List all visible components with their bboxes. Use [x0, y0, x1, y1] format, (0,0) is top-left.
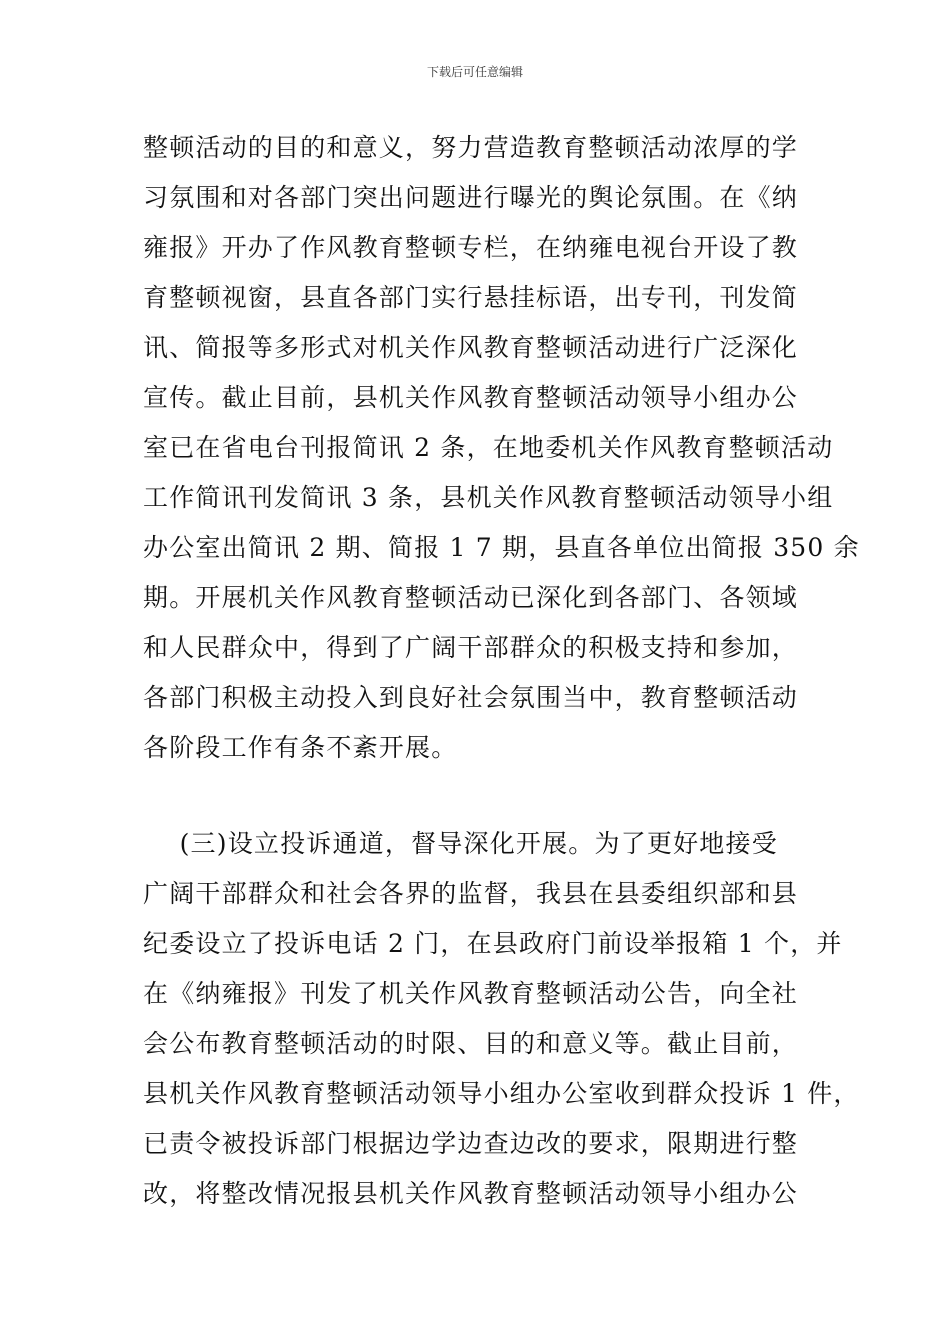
page-header-note: 下载后可任意编辑 [426, 65, 523, 79]
paragraph-line: 讯、简报等多形式对机关作风教育整顿活动进行广泛深化 [143, 333, 799, 362]
paragraph-line: 办公室出简讯 2 期、简报 1 7 期，县直各单位出简报 350 余 [143, 533, 860, 562]
paragraph-line: 广阔干部群众和社会各界的监督，我县在县委组织部和县 [143, 879, 799, 908]
paragraph-line: 期。开展机关作风教育整顿活动已深化到各部门、各领域 [143, 583, 799, 612]
paragraph-line: 在《纳雍报》刊发了机关作风教育整顿活动公告，向全社 [143, 979, 799, 1008]
paragraph-line: 室已在省电台刊报简讯 2 条，在地委机关作风教育整顿活动 [143, 433, 834, 462]
paragraph-line: 县机关作风教育整顿活动领导小组办公室收到群众投诉 1 件， [143, 1079, 860, 1108]
paragraph-line: 雍报》开办了作风教育整顿专栏，在纳雍电视台开设了教 [143, 233, 799, 262]
paragraph-line: 育整顿视窗，县直各部门实行悬挂标语，出专刊，刊发简 [143, 283, 799, 312]
paragraph-line: 整顿活动的目的和意义，努力营造教育整顿活动浓厚的学 [143, 133, 799, 162]
paragraph-line: 会公布教育整顿活动的时限、目的和意义等。截止目前， [143, 1029, 799, 1058]
paragraph-line: 纪委设立了投诉电话 2 门，在县政府门前设举报箱 1 个，并 [143, 929, 843, 958]
paragraph-line: 和人民群众中，得到了广阔干部群众的积极支持和参加， [143, 633, 799, 662]
paragraph-1 [143, 123, 860, 773]
paragraph-line: 习氛围和对各部门突出问题进行曝光的舆论氛围。在《纳 [143, 183, 799, 212]
paragraph-line: 各部门积极主动投入到良好社会氛围当中，教育整顿活动 [143, 683, 799, 712]
paragraph-line: 改，将整改情况报县机关作风教育整顿活动领导小组办公 [143, 1179, 799, 1208]
paragraph-line: 已责令被投诉部门根据边学边查边改的要求，限期进行整 [143, 1129, 799, 1158]
paragraph-2 [143, 819, 860, 1219]
paragraph-line: 工作简讯刊发简讯 3 条，县机关作风教育整顿活动领导小组 [143, 483, 834, 512]
paragraph-line: (三)设立投诉通道，督导深化开展。为了更好地接受 [143, 829, 778, 858]
paragraph-line: 宣传。截止目前，县机关作风教育整顿活动领导小组办公 [143, 383, 799, 412]
paragraph-line: 各阶段工作有条不紊开展。 [143, 733, 458, 762]
